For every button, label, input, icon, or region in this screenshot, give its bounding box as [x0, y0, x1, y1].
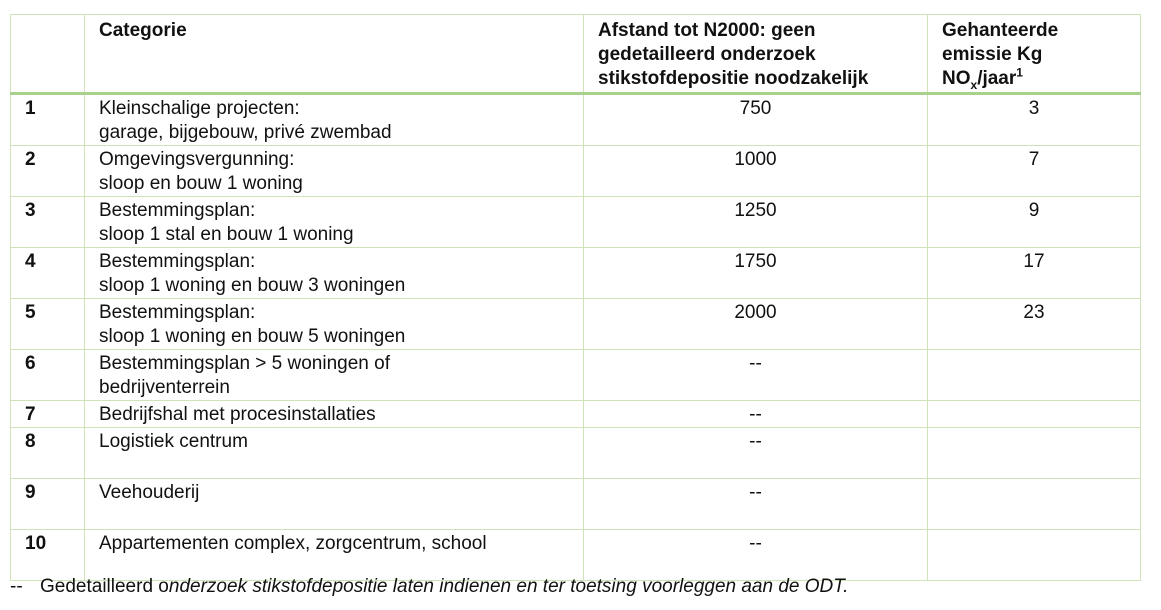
row-categorie [85, 530, 584, 581]
row-categorie [85, 479, 584, 530]
row-afstand: -- [584, 530, 928, 581]
table-row [11, 530, 1141, 581]
row-emissie: 9 [928, 197, 1141, 248]
row-emissie: 3 [928, 94, 1141, 146]
table-row [11, 350, 1141, 401]
table-row [11, 197, 1141, 248]
row-afstand: 750 [584, 94, 928, 146]
row-number: 10 [11, 530, 85, 581]
row-number: 1 [11, 94, 85, 146]
categorie-line: Bestemmingsplan > 5 woningen of [99, 353, 390, 374]
table-row [11, 248, 1141, 299]
header-afstand-line: Afstand tot N2000: geen [598, 20, 816, 41]
footnote-text-italic: nderzoek stikstofdepositie laten indienen en ter toetsing voorleggen aan de ODT. [168, 576, 849, 597]
footnote-text-plain: Gedetailleerd o [40, 576, 169, 597]
row-afstand: 1250 [584, 197, 928, 248]
row-emissie [928, 401, 1141, 428]
row-emissie: 7 [928, 146, 1141, 197]
categorie-line: sloop 1 woning en bouw 5 woningen [99, 326, 406, 347]
categorie-line: Omgevingsvergunning: [99, 149, 295, 170]
row-categorie [85, 299, 584, 350]
table-row [11, 428, 1141, 479]
table-row [11, 299, 1141, 350]
row-categorie [85, 401, 584, 428]
table-body [11, 94, 1141, 581]
table-row [11, 479, 1141, 530]
header-emissie-line [942, 67, 1126, 91]
row-number: 4 [11, 248, 85, 299]
header-categorie: Categorie [85, 15, 584, 94]
header-emissie [928, 15, 1141, 94]
categorie-line: sloop en bouw 1 woning [99, 173, 303, 194]
row-emissie: 17 [928, 248, 1141, 299]
categorie-line: Bestemmingsplan: [99, 251, 256, 272]
row-emissie [928, 530, 1141, 581]
row-afstand: 1750 [584, 248, 928, 299]
categorie-line: Bedrijfshal met procesinstallaties [99, 404, 376, 425]
header-num [11, 15, 85, 94]
categorie-line: Bestemmingsplan: [99, 200, 256, 221]
header-emissie-line: Gehanteerde [942, 20, 1059, 41]
header-emissie-sub: x [970, 77, 978, 92]
footnote-marker: 1 [1016, 65, 1023, 80]
row-emissie [928, 428, 1141, 479]
categorie-line: Veehouderij [99, 482, 200, 503]
categorie-line: bedrijventerrein [99, 377, 230, 398]
table-header-row [11, 15, 1141, 94]
header-emissie-jaar: /jaar [977, 68, 1017, 89]
categorie-line: Logistiek centrum [99, 431, 248, 452]
row-afstand: -- [584, 428, 928, 479]
row-number: 9 [11, 479, 85, 530]
row-afstand: -- [584, 350, 928, 401]
table-row [11, 401, 1141, 428]
row-emissie: 23 [928, 299, 1141, 350]
row-number: 8 [11, 428, 85, 479]
row-emissie [928, 350, 1141, 401]
categorie-line: sloop 1 woning en bouw 3 woningen [99, 275, 406, 296]
header-afstand-line: gedetailleerd onderzoek [598, 44, 816, 65]
row-categorie [85, 94, 584, 146]
header-emissie-no: NO [942, 68, 971, 89]
row-afstand: 1000 [584, 146, 928, 197]
footnote [10, 575, 848, 599]
row-number: 6 [11, 350, 85, 401]
row-categorie [85, 428, 584, 479]
categorie-line: sloop 1 stal en bouw 1 woning [99, 224, 354, 245]
emission-table [10, 14, 1141, 581]
row-afstand: -- [584, 401, 928, 428]
row-number: 2 [11, 146, 85, 197]
header-emissie-line: emissie Kg [942, 44, 1043, 65]
row-afstand: 2000 [584, 299, 928, 350]
row-number: 3 [11, 197, 85, 248]
row-categorie [85, 248, 584, 299]
categorie-line: Kleinschalige projecten: [99, 98, 300, 119]
row-emissie [928, 479, 1141, 530]
row-categorie [85, 146, 584, 197]
footnote-dash: -- [10, 576, 23, 597]
row-number: 7 [11, 401, 85, 428]
header-afstand [584, 15, 928, 94]
row-categorie [85, 350, 584, 401]
row-number: 5 [11, 299, 85, 350]
table-row [11, 146, 1141, 197]
row-categorie [85, 197, 584, 248]
categorie-line: garage, bijgebouw, privé zwembad [99, 122, 392, 143]
row-afstand: -- [584, 479, 928, 530]
table-row [11, 94, 1141, 146]
header-afstand-line: stikstofdepositie noodzakelijk [598, 68, 869, 89]
categorie-line: Bestemmingsplan: [99, 302, 256, 323]
categorie-line: Appartementen complex, zorgcentrum, school [99, 533, 487, 554]
